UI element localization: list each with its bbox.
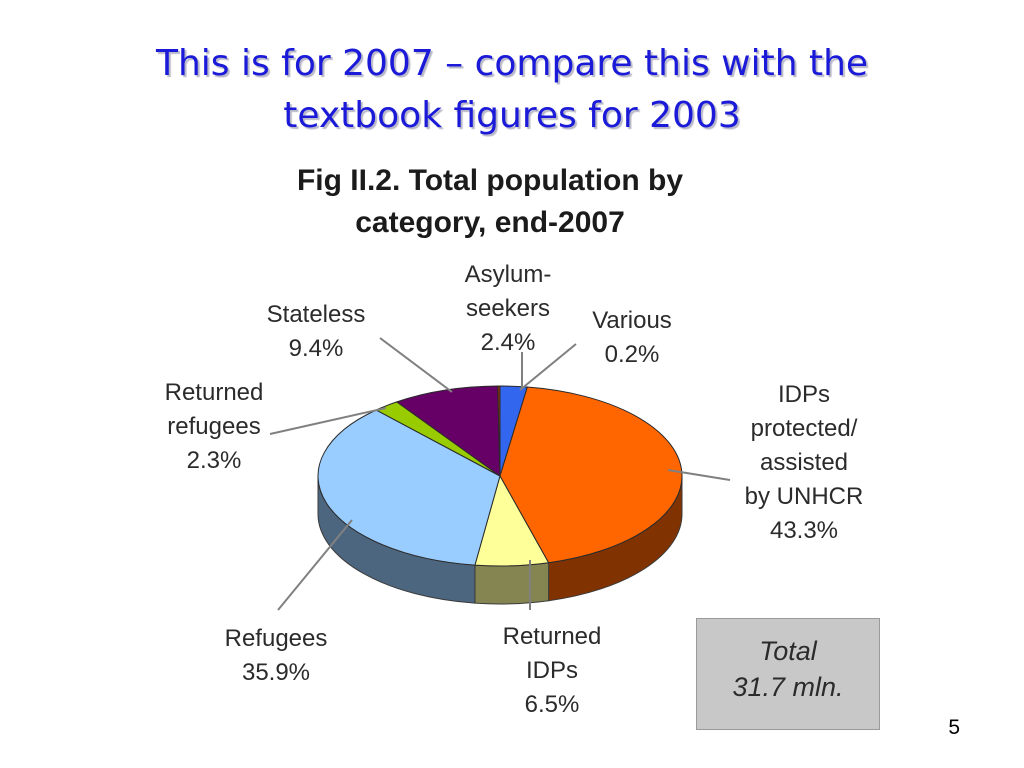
- slice-label-line: IDPs: [777, 381, 831, 408]
- pie-top: [318, 386, 682, 566]
- slice-label-line: 6.5%: [524, 691, 580, 718]
- total-value: 31.7 mln.: [732, 672, 844, 702]
- slice-label-line: Returned: [502, 623, 602, 650]
- slice-label-line: Asylum-: [464, 261, 552, 288]
- slice-label-refugees: [225, 625, 328, 686]
- slice-label-line: seekers: [465, 295, 551, 322]
- pie-side-returned-idps: [475, 563, 549, 604]
- slice-label-line: Stateless: [266, 301, 366, 328]
- chart-title-line-2: category, end-2007: [355, 206, 625, 239]
- slice-label-line: 2.4%: [480, 329, 536, 356]
- slice-label-line: refugees: [167, 413, 261, 440]
- slice-label-line: 0.2%: [604, 341, 660, 368]
- slice-label-returned-idps: [503, 623, 602, 718]
- total-label: Total: [759, 636, 817, 666]
- slice-label-line: 35.9%: [241, 659, 311, 686]
- chart-title-line-1: Fig II.2. Total population by: [296, 164, 684, 197]
- slice-label-asylum-seekers: [465, 261, 552, 356]
- slice-label-line: 2.3%: [186, 447, 242, 474]
- slice-label-line: protected/: [750, 415, 858, 442]
- slice-label-stateless: [267, 301, 366, 362]
- slide-title-line-2: textbook figures for 2003: [283, 95, 741, 136]
- slice-label-line: Returned: [164, 379, 264, 406]
- slice-label-idps-protected: [745, 381, 864, 544]
- slice-label-line: Various: [592, 307, 672, 334]
- slice-label-line: assisted: [759, 449, 849, 476]
- slice-label-line: IDPs: [525, 657, 579, 684]
- slice-label-line: 43.3%: [769, 517, 839, 544]
- slice-label-line: 9.4%: [288, 335, 344, 362]
- page-number: 5: [948, 716, 960, 739]
- slice-label-line: by UNHCR: [744, 483, 864, 510]
- leader-line-refugees: [278, 520, 352, 610]
- leader-line-stateless: [380, 338, 452, 392]
- slide-title-line-1: This is for 2007 – compare this with the: [155, 43, 869, 84]
- total-box: [696, 618, 880, 730]
- slice-label-line: Refugees: [224, 625, 328, 652]
- slice-label-returned-refugees: [165, 379, 264, 474]
- slice-label-various: [592, 307, 672, 368]
